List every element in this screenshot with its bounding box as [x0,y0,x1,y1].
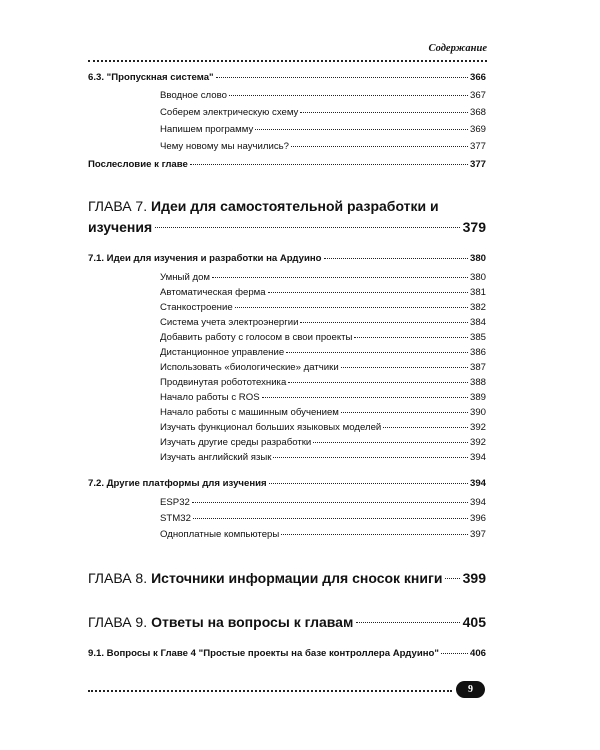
chapter-page: 405 [462,614,486,630]
toc-item[interactable] [160,422,486,433]
toc-page: 366 [469,72,486,83]
chapter-8-heading[interactable] [88,570,486,586]
header-dotted-rule [88,60,487,62]
chapter-7-title-line2[interactable] [88,219,486,235]
toc-item[interactable] [160,452,486,463]
toc-page: 392 [469,437,486,448]
toc-label: ESP32 [160,497,190,508]
toc-label: 7.1. Идеи для изучения и разработки на Ардуино [88,253,322,264]
toc-label: Автоматическая ферма [160,287,266,298]
toc-item[interactable] [160,124,486,135]
toc-page: 369 [469,124,486,135]
toc-label: 6.3. "Пропускная система" [88,72,214,83]
leader-dots [155,227,459,228]
leader-dots [262,397,468,398]
chapter-prefix: ГЛАВА 7. [88,198,148,214]
toc-section-6-3[interactable] [88,72,486,83]
leader-dots [341,367,468,368]
toc-section-7-1[interactable] [88,253,486,264]
leader-dots [216,77,468,78]
leader-dots [190,164,468,165]
toc-label: 7.2. Другие платформы для изучения [88,478,267,489]
toc-label: Начало работы с ROS [160,392,260,403]
toc-item[interactable] [160,437,486,448]
toc-label: STM32 [160,513,191,524]
toc-item[interactable] [160,347,486,358]
toc-item[interactable] [160,377,486,388]
toc-label: Система учета электроэнергии [160,317,299,328]
leader-dots [192,502,468,503]
toc-label: Напишем программу [160,124,254,135]
leader-dots [383,427,468,428]
toc-page: 394 [469,478,486,489]
toc-item[interactable] [160,497,486,508]
toc-page: 388 [469,377,486,388]
leader-dots [268,292,468,293]
toc-label: Станкостроение [160,302,233,313]
toc-item[interactable] [160,141,486,152]
toc-page: 381 [469,287,486,298]
toc-label: Дистанционное управление [160,347,285,358]
toc-page: 387 [469,362,486,373]
toc-page: 377 [469,141,486,152]
leader-dots [356,622,459,623]
toc-page: 367 [469,90,486,101]
toc-item[interactable] [160,317,486,328]
chapter-page: 379 [462,219,486,235]
leader-dots [286,352,468,353]
toc-page: 377 [469,159,486,170]
toc-page: 396 [469,513,486,524]
leader-dots [341,412,468,413]
chapter-9-heading[interactable] [88,614,486,630]
toc-label: Изучать другие среды разработки [160,437,312,448]
chapter-title: Идеи для самостоятельной разработки и [151,198,439,214]
chapter-title: Источники информации для сносок книги [151,570,443,586]
toc-label: Начало работы с машинным обучением [160,407,339,418]
leader-dots [441,653,468,654]
leader-dots [193,518,468,519]
toc-label: Использовать «биологические» датчики [160,362,339,373]
toc-item[interactable] [160,332,486,343]
toc-label: Продвинутая робототехника [160,377,287,388]
toc-page: 394 [469,497,486,508]
leader-dots [281,534,468,535]
chapter-prefix: ГЛАВА 9. [88,614,148,630]
toc-item[interactable] [160,90,486,101]
toc-page: 392 [469,422,486,433]
toc-item[interactable] [160,392,486,403]
toc-label: Чему новому мы научились? [160,141,289,152]
toc-label: Изучать функционал больших языковых моделей [160,422,382,433]
toc-page: 385 [469,332,486,343]
toc-item[interactable] [160,287,486,298]
toc-item[interactable] [160,272,486,283]
chapter-title: Ответы на вопросы к главам [151,614,354,630]
page-number-badge: 9 [456,681,485,698]
leader-dots [255,129,468,130]
toc-label: Послесловие к главе [88,159,188,170]
toc-label: Добавить работу с голосом в свои проекты [160,332,353,343]
toc-item[interactable] [160,513,486,524]
leader-dots [324,258,468,259]
leader-dots [288,382,468,383]
toc-page: 390 [469,407,486,418]
toc-page: 389 [469,392,486,403]
toc-section-7-2[interactable] [88,478,486,489]
leader-dots [313,442,468,443]
toc-page: 368 [469,107,486,118]
chapter-7-heading[interactable] [88,198,439,214]
toc-item[interactable] [160,107,486,118]
chapter-prefix: ГЛАВА 8. [88,570,148,586]
leader-dots [273,457,468,458]
toc-label: 9.1. Вопросы к Главе 4 "Простые проекты на базе контроллера Ардуино" [88,648,439,659]
toc-item[interactable] [160,407,486,418]
footer-dotted-rule [88,690,452,692]
leader-dots [445,578,459,579]
leader-dots [212,277,468,278]
leader-dots [235,307,468,308]
toc-page: 397 [469,529,486,540]
toc-label: Изучать английский язык [160,452,272,463]
toc-page: 386 [469,347,486,358]
toc-page: 382 [469,302,486,313]
running-header-title: Содержание [428,43,487,54]
leader-dots [300,322,468,323]
toc-label: Умный дом [160,272,211,283]
leader-dots [229,95,468,96]
toc-label: Вводное слово [160,90,227,101]
toc-label: Одноплатные компьютеры [160,529,280,540]
toc-page: 380 [469,272,486,283]
leader-dots [269,483,468,484]
toc-page: 380 [469,253,486,264]
leader-dots [300,112,468,113]
chapter-page: 399 [462,570,486,586]
toc-page: 406 [469,648,486,659]
toc-item[interactable] [160,302,486,313]
toc-label: Соберем электрическую схему [160,107,299,118]
leader-dots [291,146,468,147]
toc-page: 384 [469,317,486,328]
leader-dots [354,337,468,338]
toc-afterword[interactable] [88,159,486,170]
toc-section-9-1[interactable] [88,648,486,659]
chapter-title-cont: изучения [88,219,153,235]
toc-item[interactable] [160,529,486,540]
toc-page: 394 [469,452,486,463]
toc-item[interactable] [160,362,486,373]
